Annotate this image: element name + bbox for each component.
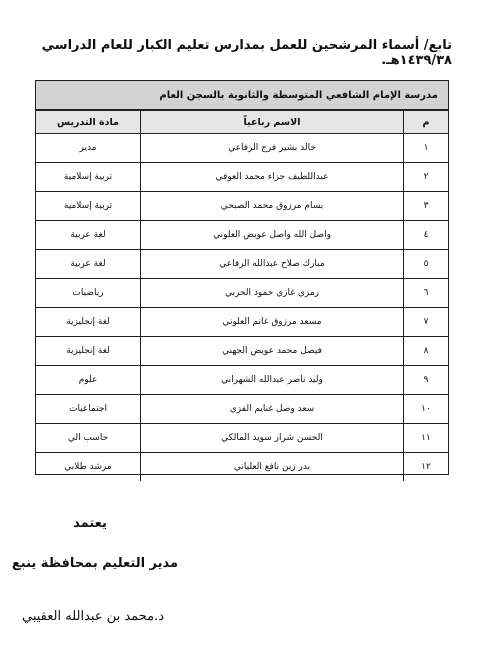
table-row: [36, 163, 448, 192]
row-subject: لغة إنجليزية: [36, 308, 141, 337]
table-row: [36, 424, 448, 453]
table-row: [36, 453, 448, 482]
table-row: [36, 192, 448, 221]
approver-role: مدير التعليم بمحافظة ينبع: [11, 556, 179, 571]
row-name: بدر زين نافع العلياني: [141, 453, 404, 482]
school-name: مدرسة الإمام الشافعي المتوسطة والثانوية بالسجن العام: [36, 81, 448, 110]
row-number: ٦: [404, 279, 449, 308]
row-subject: حاسب الي: [36, 424, 141, 453]
row-number: ١: [404, 134, 449, 163]
row-name: واصل الله واصل عويض العلوني: [141, 221, 404, 250]
row-number: ٥: [404, 250, 449, 279]
candidates-table-container: [35, 80, 449, 475]
row-name: سعد وصل غنايم الفزي: [141, 395, 404, 424]
table-row: [36, 308, 448, 337]
row-number: ١١: [404, 424, 449, 453]
row-subject: لغة إنجليزية: [36, 337, 141, 366]
row-subject: تربية إسلامية: [36, 163, 141, 192]
row-number: ٤: [404, 221, 449, 250]
table-row: [36, 250, 448, 279]
table-row: [36, 337, 448, 366]
row-name: رمزي غازي حمود الحربي: [141, 279, 404, 308]
table-row: [36, 395, 448, 424]
header-subject: مادة التدريس: [36, 111, 141, 134]
row-name: مسعد مرزوق غانم العلوني: [141, 308, 404, 337]
table-row: [36, 134, 448, 163]
row-name: مبارك صلاح عبدالله الرفاعي: [141, 250, 404, 279]
row-subject: تربية إسلامية: [36, 192, 141, 221]
row-subject: اجتماعيات: [36, 395, 141, 424]
document-heading: تابع/ أسماء المرشحين للعمل بمدارس تعليم الكبار للعام الدراسي ١٤٣٩/٣٨هـ.: [41, 38, 452, 68]
table-header-row: [36, 111, 448, 134]
row-name: فيصل محمد عويض الجهني: [141, 337, 404, 366]
row-name: بسام مرزوق محمد الصبحي: [141, 192, 404, 221]
candidates-table: [36, 110, 448, 481]
row-number: ١٢: [404, 453, 449, 482]
row-subject: مرشد طلابي: [36, 453, 141, 482]
row-subject: لغة عربية: [36, 250, 141, 279]
row-name: وليد ناصر عبدالله الشهراني: [141, 366, 404, 395]
row-number: ٩: [404, 366, 449, 395]
row-name: الحسن شراز سويد المالكي: [141, 424, 404, 453]
row-subject: لغة عربية: [36, 221, 141, 250]
approval-label: يعتمد: [73, 516, 107, 531]
table-row: [36, 279, 448, 308]
row-number: ١٠: [404, 395, 449, 424]
row-name: عبداللطيف جزاء محمد العوفي: [141, 163, 404, 192]
header-number: م: [404, 111, 449, 134]
header-name: الاسم رباعياً: [141, 111, 404, 134]
row-subject: مدير: [36, 134, 141, 163]
row-subject: علوم: [36, 366, 141, 395]
row-number: ٢: [404, 163, 449, 192]
approver-name: د.محمد بن عبدالله العقيبي: [22, 609, 164, 624]
table-row: [36, 366, 448, 395]
row-number: ٧: [404, 308, 449, 337]
table-row: [36, 221, 448, 250]
row-subject: رياضيات: [36, 279, 141, 308]
row-name: خالد بشير فرج الرفاعي: [141, 134, 404, 163]
row-number: ٨: [404, 337, 449, 366]
row-number: ٣: [404, 192, 449, 221]
